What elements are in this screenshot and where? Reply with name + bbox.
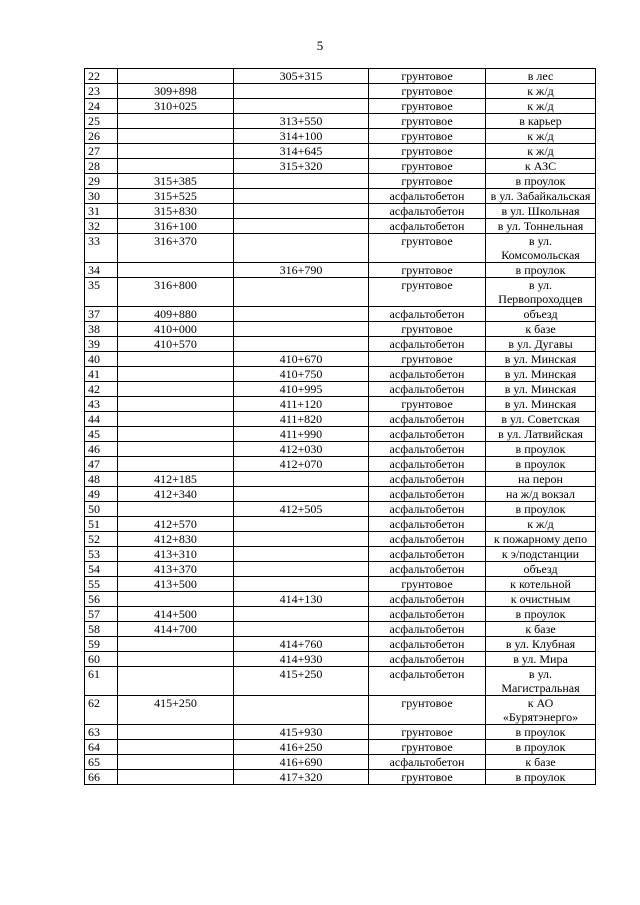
table-row — [85, 412, 596, 427]
destination-cell: к базе — [486, 622, 596, 637]
left-side-km-cell: 413+310 — [118, 547, 234, 562]
left-side-km-cell — [118, 502, 234, 517]
surface-type-cell: грунтовое — [369, 263, 486, 278]
row-number-cell: 61 — [85, 667, 118, 696]
right-side-km-cell: 414+760 — [234, 637, 369, 652]
row-number-cell: 44 — [85, 412, 118, 427]
destination-cell: объезд — [486, 307, 596, 322]
left-side-km-cell — [118, 159, 234, 174]
surface-type-cell: грунтовое — [369, 278, 486, 307]
left-side-km-cell: 309+898 — [118, 84, 234, 99]
row-number-cell: 40 — [85, 352, 118, 367]
right-side-km-cell — [234, 189, 369, 204]
destination-cell: в ул. Советская — [486, 412, 596, 427]
left-side-km-cell — [118, 263, 234, 278]
destination-cell: в ул. Минская — [486, 397, 596, 412]
right-side-km-cell — [234, 487, 369, 502]
surface-type-cell: асфальтобетон — [369, 367, 486, 382]
destination-cell: в проулок — [486, 457, 596, 472]
surface-type-cell: грунтовое — [369, 69, 486, 84]
surface-type-cell: асфальтобетон — [369, 189, 486, 204]
surface-type-cell: грунтовое — [369, 740, 486, 755]
table-row — [85, 725, 596, 740]
table-row — [85, 472, 596, 487]
left-side-km-cell — [118, 755, 234, 770]
surface-type-cell: грунтовое — [369, 322, 486, 337]
junctions-table — [84, 68, 596, 785]
destination-cell: в ул. Комсомольская — [486, 234, 596, 263]
right-side-km-cell: 415+250 — [234, 667, 369, 696]
table-row — [85, 457, 596, 472]
surface-type-cell: грунтовое — [369, 770, 486, 785]
right-side-km-cell: 411+990 — [234, 427, 369, 442]
left-side-km-cell: 412+340 — [118, 487, 234, 502]
destination-cell: в ул. Минская — [486, 352, 596, 367]
destination-cell: в проулок — [486, 263, 596, 278]
right-side-km-cell: 411+120 — [234, 397, 369, 412]
right-side-km-cell — [234, 622, 369, 637]
surface-type-cell: асфальтобетон — [369, 337, 486, 352]
table-row — [85, 367, 596, 382]
row-number-cell: 33 — [85, 234, 118, 263]
right-side-km-cell — [234, 204, 369, 219]
surface-type-cell: асфальтобетон — [369, 382, 486, 397]
surface-type-cell: асфальтобетон — [369, 622, 486, 637]
row-number-cell: 59 — [85, 637, 118, 652]
row-number-cell: 41 — [85, 367, 118, 382]
right-side-km-cell — [234, 278, 369, 307]
table-body — [85, 69, 596, 785]
right-side-km-cell: 416+690 — [234, 755, 369, 770]
left-side-km-cell — [118, 442, 234, 457]
destination-cell: в проулок — [486, 725, 596, 740]
left-side-km-cell: 410+000 — [118, 322, 234, 337]
destination-cell: в ул. Тоннельная — [486, 219, 596, 234]
row-number-cell: 31 — [85, 204, 118, 219]
destination-cell: в проулок — [486, 442, 596, 457]
destination-cell: к э/подстанции — [486, 547, 596, 562]
surface-type-cell: грунтовое — [369, 577, 486, 592]
left-side-km-cell — [118, 637, 234, 652]
row-number-cell: 24 — [85, 99, 118, 114]
destination-cell: к ж/д — [486, 129, 596, 144]
left-side-km-cell — [118, 144, 234, 159]
destination-cell: в ул. Первопроходцев — [486, 278, 596, 307]
left-side-km-cell: 410+570 — [118, 337, 234, 352]
left-side-km-cell: 413+500 — [118, 577, 234, 592]
row-number-cell: 51 — [85, 517, 118, 532]
right-side-km-cell — [234, 562, 369, 577]
row-number-cell: 63 — [85, 725, 118, 740]
table-row — [85, 622, 596, 637]
left-side-km-cell: 315+385 — [118, 174, 234, 189]
table-row — [85, 307, 596, 322]
destination-cell: к АЗС — [486, 159, 596, 174]
table-row — [85, 517, 596, 532]
left-side-km-cell: 409+880 — [118, 307, 234, 322]
surface-type-cell: асфальтобетон — [369, 607, 486, 622]
surface-type-cell: асфальтобетон — [369, 532, 486, 547]
surface-type-cell: асфальтобетон — [369, 502, 486, 517]
left-side-km-cell: 413+370 — [118, 562, 234, 577]
right-side-km-cell: 414+930 — [234, 652, 369, 667]
row-number-cell: 23 — [85, 84, 118, 99]
row-number-cell: 43 — [85, 397, 118, 412]
table-row — [85, 337, 596, 352]
right-side-km-cell: 314+645 — [234, 144, 369, 159]
left-side-km-cell — [118, 382, 234, 397]
table-row — [85, 547, 596, 562]
right-side-km-cell — [234, 517, 369, 532]
table-row — [85, 607, 596, 622]
surface-type-cell: грунтовое — [369, 114, 486, 129]
left-side-km-cell: 412+185 — [118, 472, 234, 487]
table-row — [85, 667, 596, 696]
row-number-cell: 39 — [85, 337, 118, 352]
row-number-cell: 28 — [85, 159, 118, 174]
right-side-km-cell — [234, 607, 369, 622]
table-row — [85, 397, 596, 412]
table-row — [85, 189, 596, 204]
table-row — [85, 278, 596, 307]
surface-type-cell: асфальтобетон — [369, 517, 486, 532]
right-side-km-cell: 414+130 — [234, 592, 369, 607]
right-side-km-cell — [234, 472, 369, 487]
left-side-km-cell — [118, 352, 234, 367]
right-side-km-cell: 412+030 — [234, 442, 369, 457]
destination-cell: в ул. Забайкальская — [486, 189, 596, 204]
destination-cell: в проулок — [486, 740, 596, 755]
right-side-km-cell: 416+250 — [234, 740, 369, 755]
table-row — [85, 352, 596, 367]
left-side-km-cell — [118, 740, 234, 755]
table-row — [85, 442, 596, 457]
row-number-cell: 37 — [85, 307, 118, 322]
row-number-cell: 46 — [85, 442, 118, 457]
surface-type-cell: грунтовое — [369, 84, 486, 99]
table-row — [85, 770, 596, 785]
left-side-km-cell — [118, 652, 234, 667]
table-row — [85, 532, 596, 547]
destination-cell: к котельной — [486, 577, 596, 592]
row-number-cell: 48 — [85, 472, 118, 487]
right-side-km-cell — [234, 337, 369, 352]
table-row — [85, 84, 596, 99]
left-side-km-cell: 310+025 — [118, 99, 234, 114]
right-side-km-cell: 313+550 — [234, 114, 369, 129]
left-side-km-cell: 315+830 — [118, 204, 234, 219]
right-side-km-cell: 314+100 — [234, 129, 369, 144]
row-number-cell: 64 — [85, 740, 118, 755]
left-side-km-cell: 412+570 — [118, 517, 234, 532]
table-row — [85, 637, 596, 652]
row-number-cell: 60 — [85, 652, 118, 667]
row-number-cell: 62 — [85, 696, 118, 725]
row-number-cell: 27 — [85, 144, 118, 159]
right-side-km-cell: 410+670 — [234, 352, 369, 367]
surface-type-cell: асфальтобетон — [369, 442, 486, 457]
surface-type-cell: грунтовое — [369, 174, 486, 189]
left-side-km-cell: 316+370 — [118, 234, 234, 263]
table-row — [85, 174, 596, 189]
destination-cell: на ж/д вокзал — [486, 487, 596, 502]
destination-cell: в проулок — [486, 174, 596, 189]
destination-cell: в ул. Магистральная — [486, 667, 596, 696]
row-number-cell: 47 — [85, 457, 118, 472]
row-number-cell: 52 — [85, 532, 118, 547]
right-side-km-cell — [234, 174, 369, 189]
destination-cell: к пожарному депо — [486, 532, 596, 547]
surface-type-cell: асфальтобетон — [369, 219, 486, 234]
destination-cell: в ул. Латвийская — [486, 427, 596, 442]
table-row — [85, 234, 596, 263]
row-number-cell: 49 — [85, 487, 118, 502]
surface-type-cell: асфальтобетон — [369, 562, 486, 577]
right-side-km-cell — [234, 99, 369, 114]
surface-type-cell: грунтовое — [369, 159, 486, 174]
table-row — [85, 487, 596, 502]
table-row — [85, 740, 596, 755]
page-number: 5 — [316, 38, 324, 53]
left-side-km-cell — [118, 427, 234, 442]
left-side-km-cell: 316+800 — [118, 278, 234, 307]
row-number-cell: 56 — [85, 592, 118, 607]
table-row — [85, 592, 596, 607]
row-number-cell: 42 — [85, 382, 118, 397]
table-row — [85, 652, 596, 667]
table-row — [85, 99, 596, 114]
table-row — [85, 114, 596, 129]
destination-cell: к АО «Бурятэнерго» — [486, 696, 596, 725]
destination-cell: в лес — [486, 69, 596, 84]
row-number-cell: 26 — [85, 129, 118, 144]
table-row — [85, 204, 596, 219]
table-row — [85, 427, 596, 442]
row-number-cell: 55 — [85, 577, 118, 592]
table-row — [85, 219, 596, 234]
table-row — [85, 69, 596, 84]
table-row — [85, 502, 596, 517]
row-number-cell: 57 — [85, 607, 118, 622]
surface-type-cell: асфальтобетон — [369, 547, 486, 562]
destination-cell: на перон — [486, 472, 596, 487]
table-row — [85, 129, 596, 144]
row-number-cell: 50 — [85, 502, 118, 517]
left-side-km-cell — [118, 129, 234, 144]
destination-cell: в ул. Минская — [486, 382, 596, 397]
destination-cell: в ул. Клубная — [486, 637, 596, 652]
left-side-km-cell: 414+700 — [118, 622, 234, 637]
destination-cell: к ж/д — [486, 99, 596, 114]
left-side-km-cell: 316+100 — [118, 219, 234, 234]
destination-cell: в проулок — [486, 607, 596, 622]
table-row — [85, 159, 596, 174]
destination-cell: в карьер — [486, 114, 596, 129]
left-side-km-cell: 414+500 — [118, 607, 234, 622]
destination-cell: в проулок — [486, 770, 596, 785]
surface-type-cell: грунтовое — [369, 129, 486, 144]
destination-cell: в проулок — [486, 502, 596, 517]
table-row — [85, 577, 596, 592]
row-number-cell: 35 — [85, 278, 118, 307]
left-side-km-cell — [118, 69, 234, 84]
table-row — [85, 382, 596, 397]
surface-type-cell: асфальтобетон — [369, 652, 486, 667]
row-number-cell: 54 — [85, 562, 118, 577]
surface-type-cell: грунтовое — [369, 144, 486, 159]
right-side-km-cell: 417+320 — [234, 770, 369, 785]
surface-type-cell: асфальтобетон — [369, 592, 486, 607]
row-number-cell: 25 — [85, 114, 118, 129]
surface-type-cell: асфальтобетон — [369, 667, 486, 696]
surface-type-cell: асфальтобетон — [369, 755, 486, 770]
destination-cell: к ж/д — [486, 84, 596, 99]
right-side-km-cell: 305+315 — [234, 69, 369, 84]
left-side-km-cell — [118, 412, 234, 427]
surface-type-cell: асфальтобетон — [369, 637, 486, 652]
surface-type-cell: грунтовое — [369, 397, 486, 412]
surface-type-cell: грунтовое — [369, 99, 486, 114]
surface-type-cell: грунтовое — [369, 696, 486, 725]
table-row — [85, 144, 596, 159]
destination-cell: в ул. Мира — [486, 652, 596, 667]
row-number-cell: 58 — [85, 622, 118, 637]
row-number-cell: 66 — [85, 770, 118, 785]
left-side-km-cell — [118, 457, 234, 472]
surface-type-cell: грунтовое — [369, 352, 486, 367]
left-side-km-cell — [118, 667, 234, 696]
surface-type-cell: асфальтобетон — [369, 412, 486, 427]
table-row — [85, 696, 596, 725]
destination-cell: в ул. Дугавы — [486, 337, 596, 352]
right-side-km-cell — [234, 84, 369, 99]
left-side-km-cell: 412+830 — [118, 532, 234, 547]
surface-type-cell: асфальтобетон — [369, 427, 486, 442]
destination-cell: в ул. Минская — [486, 367, 596, 382]
right-side-km-cell: 410+995 — [234, 382, 369, 397]
row-number-cell: 22 — [85, 69, 118, 84]
row-number-cell: 65 — [85, 755, 118, 770]
row-number-cell: 45 — [85, 427, 118, 442]
destination-cell: объезд — [486, 562, 596, 577]
right-side-km-cell — [234, 234, 369, 263]
left-side-km-cell — [118, 114, 234, 129]
left-side-km-cell — [118, 725, 234, 740]
table-row — [85, 322, 596, 337]
left-side-km-cell — [118, 367, 234, 382]
right-side-km-cell — [234, 307, 369, 322]
table-row — [85, 562, 596, 577]
row-number-cell: 30 — [85, 189, 118, 204]
right-side-km-cell — [234, 696, 369, 725]
surface-type-cell: грунтовое — [369, 234, 486, 263]
surface-type-cell: асфальтобетон — [369, 487, 486, 502]
right-side-km-cell — [234, 219, 369, 234]
right-side-km-cell: 412+505 — [234, 502, 369, 517]
destination-cell: к базе — [486, 755, 596, 770]
row-number-cell: 34 — [85, 263, 118, 278]
left-side-km-cell — [118, 592, 234, 607]
right-side-km-cell: 316+790 — [234, 263, 369, 278]
left-side-km-cell: 315+525 — [118, 189, 234, 204]
right-side-km-cell — [234, 532, 369, 547]
surface-type-cell: асфальтобетон — [369, 457, 486, 472]
right-side-km-cell — [234, 577, 369, 592]
row-number-cell: 29 — [85, 174, 118, 189]
row-number-cell: 32 — [85, 219, 118, 234]
destination-cell: к базе — [486, 322, 596, 337]
table-row — [85, 755, 596, 770]
left-side-km-cell — [118, 397, 234, 412]
table-row — [85, 263, 596, 278]
right-side-km-cell: 412+070 — [234, 457, 369, 472]
left-side-km-cell: 415+250 — [118, 696, 234, 725]
right-side-km-cell: 411+820 — [234, 412, 369, 427]
surface-type-cell: асфальтобетон — [369, 472, 486, 487]
right-side-km-cell: 410+750 — [234, 367, 369, 382]
left-side-km-cell — [118, 770, 234, 785]
row-number-cell: 53 — [85, 547, 118, 562]
destination-cell: к ж/д — [486, 144, 596, 159]
destination-cell: в ул. Школьная — [486, 204, 596, 219]
right-side-km-cell: 315+320 — [234, 159, 369, 174]
right-side-km-cell — [234, 547, 369, 562]
row-number-cell: 38 — [85, 322, 118, 337]
right-side-km-cell: 415+930 — [234, 725, 369, 740]
surface-type-cell: асфальтобетон — [369, 307, 486, 322]
surface-type-cell: асфальтобетон — [369, 204, 486, 219]
surface-type-cell: грунтовое — [369, 725, 486, 740]
right-side-km-cell — [234, 322, 369, 337]
destination-cell: к ж/д — [486, 517, 596, 532]
destination-cell: к очистным — [486, 592, 596, 607]
